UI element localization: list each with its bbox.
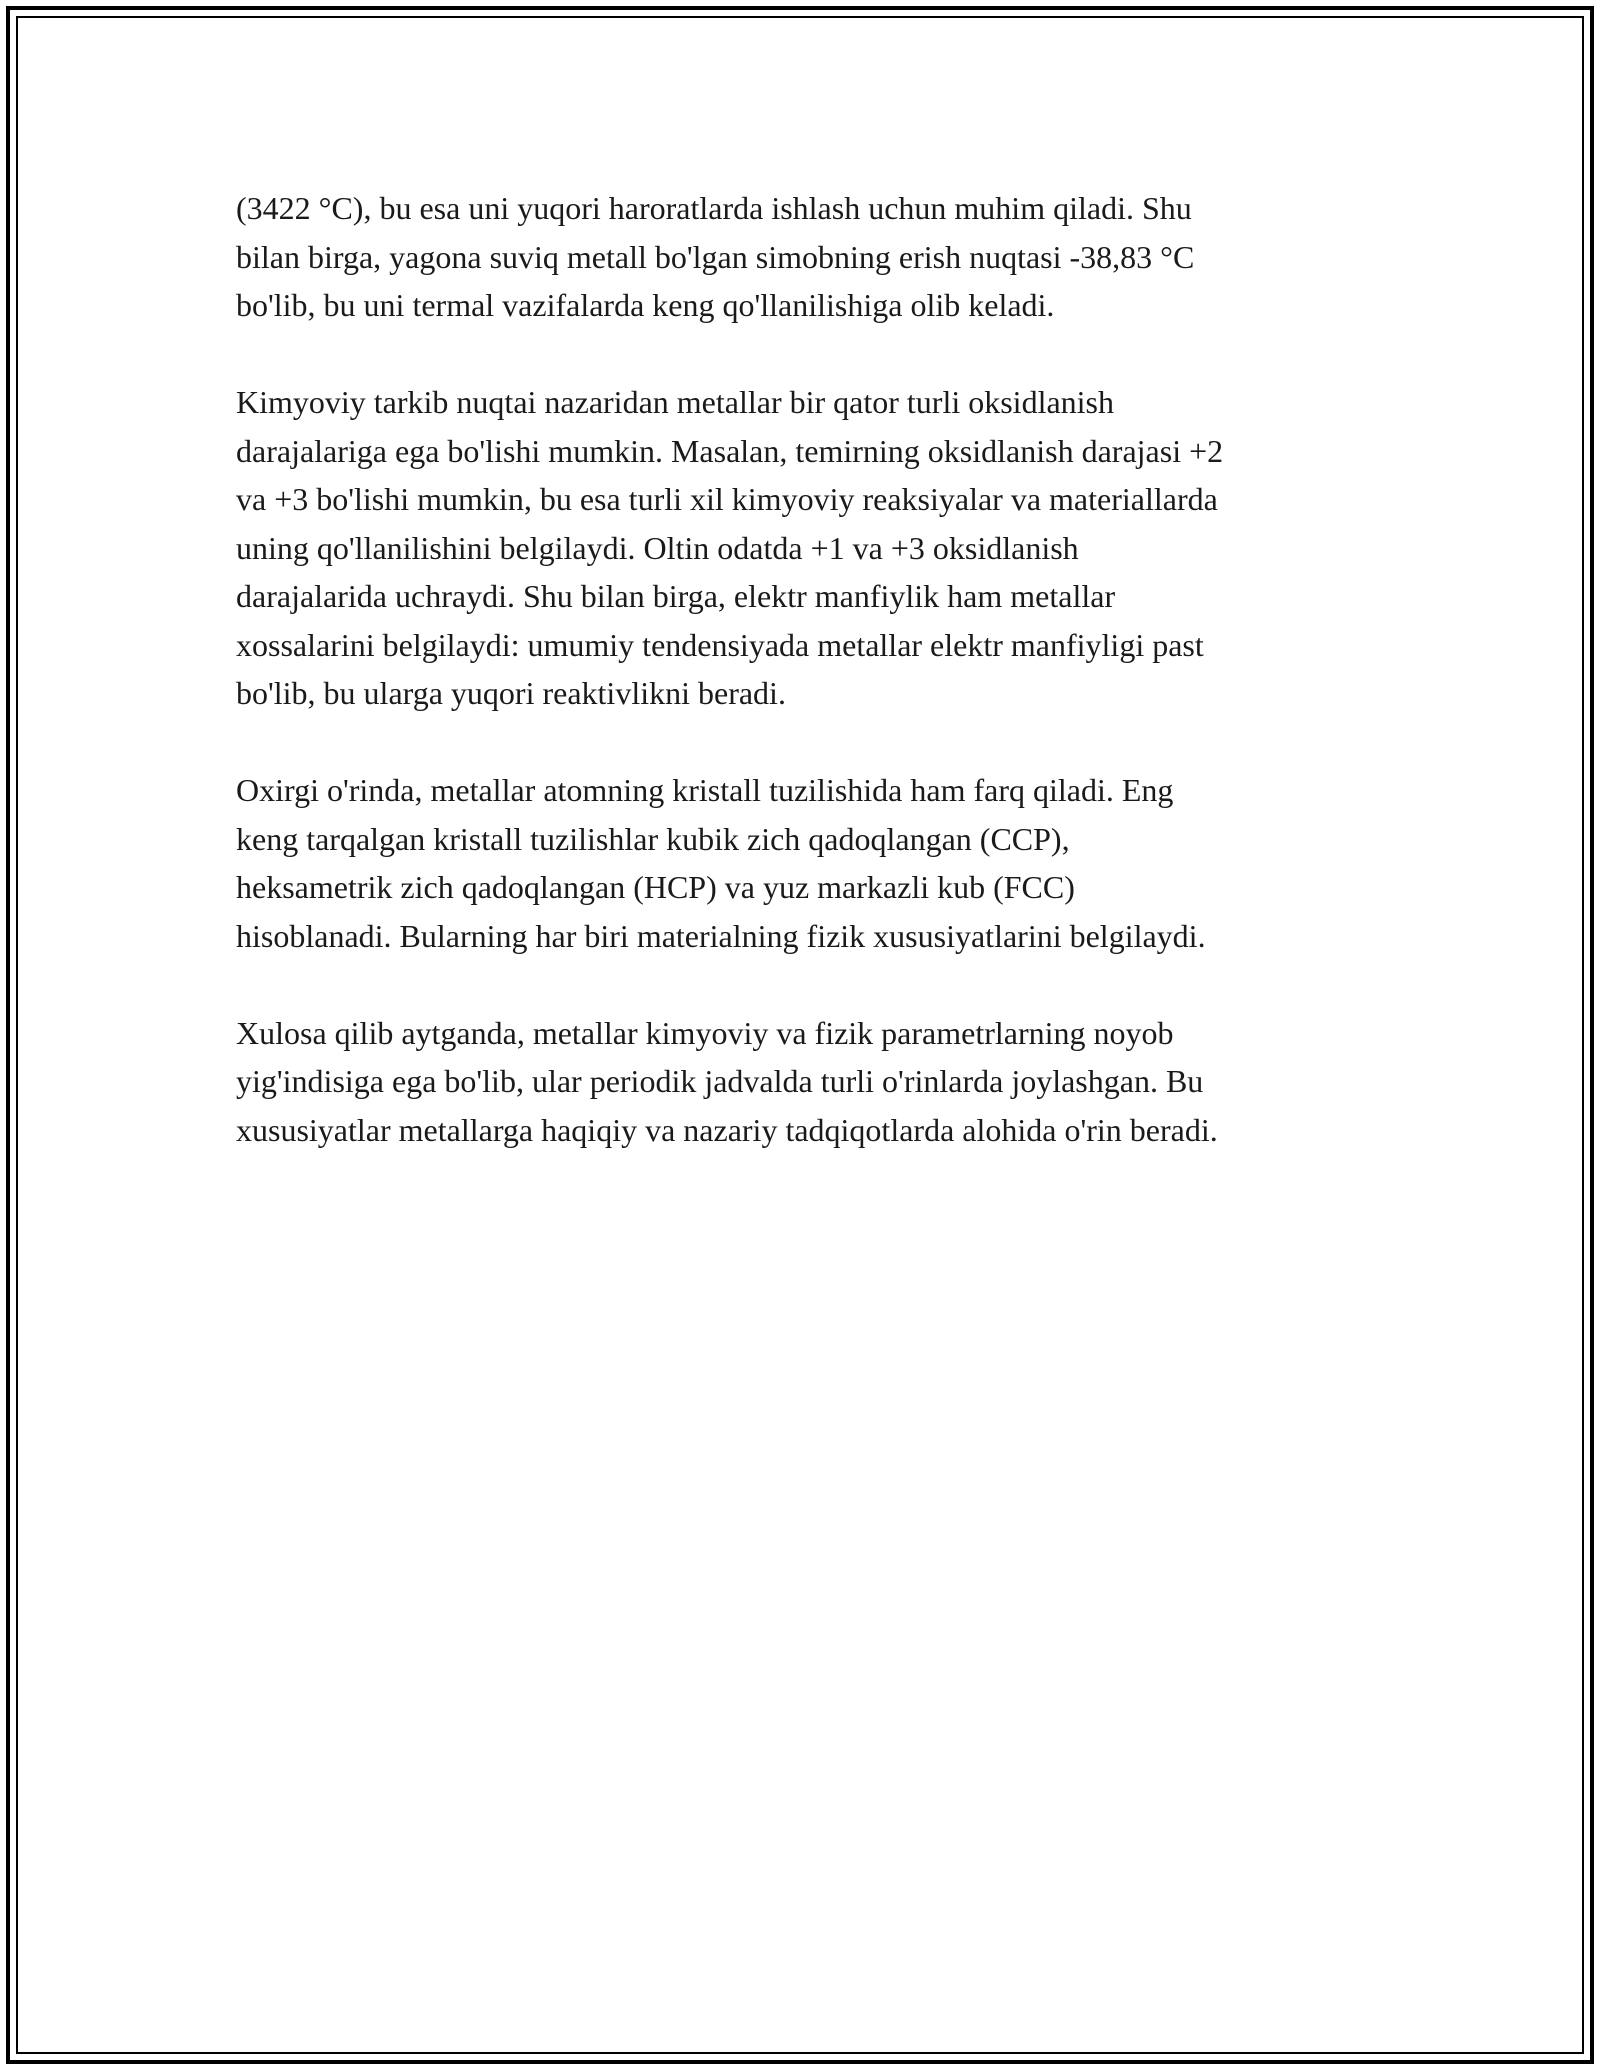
- paragraph-1: [236, 184, 1386, 330]
- paragraph-3: [236, 766, 1386, 960]
- text-line: darajalarida uchraydi. Shu bilan birga, elektr manfiylik ham metallar: [236, 578, 1116, 614]
- text-line: hisoblanadi. Bularning har biri materialning fizik xususiyatlarini belgilaydi.: [236, 917, 1206, 954]
- text-line: bo'lib, bu ularga yuqori reaktivlikni beradi.: [236, 675, 786, 711]
- text-line: heksametrik zich qadoqlangan (HCP) va yuz markazli kub (FCC): [236, 869, 1075, 905]
- text-line: va +3 bo'lishi mumkin, bu esa turli xil kimyoviy reaksiyalar va materiallarda: [236, 481, 1218, 517]
- text-line: yig'indisiga ega bo'lib, ular periodik jadvalda turli o'rinlarda joylashgan. Bu: [236, 1063, 1204, 1099]
- text-line: uning qo'llanilishini belgilaydi. Oltin odatda +1 va +3 oksidlanish: [236, 529, 1079, 566]
- text-line: xususiyatlar metallarga haqiqiy va nazariy tadqiqotlarda alohida o'rin beradi.: [236, 1111, 1218, 1148]
- text-line: bo'lib, bu uni termal vazifalarda keng qo'llanilishiga olib keladi.: [236, 287, 1055, 323]
- document-body: [236, 184, 1386, 1203]
- text-line: (3422 °C), bu esa uni yuqori haroratlarda ishlash uchun muhim qiladi. Shu: [236, 190, 1192, 226]
- text-line: Oxirgi o'rinda, metallar atomning kristall tuzilishida ham farq qiladi. Eng: [236, 772, 1174, 808]
- text-line: bilan birga, yagona suviq metall bo'lgan simobning erish nuqtasi -38,83 °C: [236, 238, 1195, 275]
- paragraph-4: [236, 1009, 1386, 1155]
- text-line: Kimyoviy tarkib nuqtai nazaridan metallar bir qator turli oksidlanish: [236, 384, 1114, 420]
- paragraph-2: [236, 378, 1386, 718]
- text-line: keng tarqalgan kristall tuzilishlar kubik zich qadoqlangan (CCP),: [236, 820, 1070, 857]
- text-line: Xulosa qilib aytganda, metallar kimyoviy va fizik parametrlarning noyob: [236, 1014, 1174, 1051]
- text-line: xossalarini belgilaydi: umumiy tendensiyada metallar elektr manfiyligi past: [236, 626, 1204, 663]
- text-line: darajalariga ega bo'lishi mumkin. Masalan, temirning oksidlanish darajasi +2: [236, 432, 1224, 469]
